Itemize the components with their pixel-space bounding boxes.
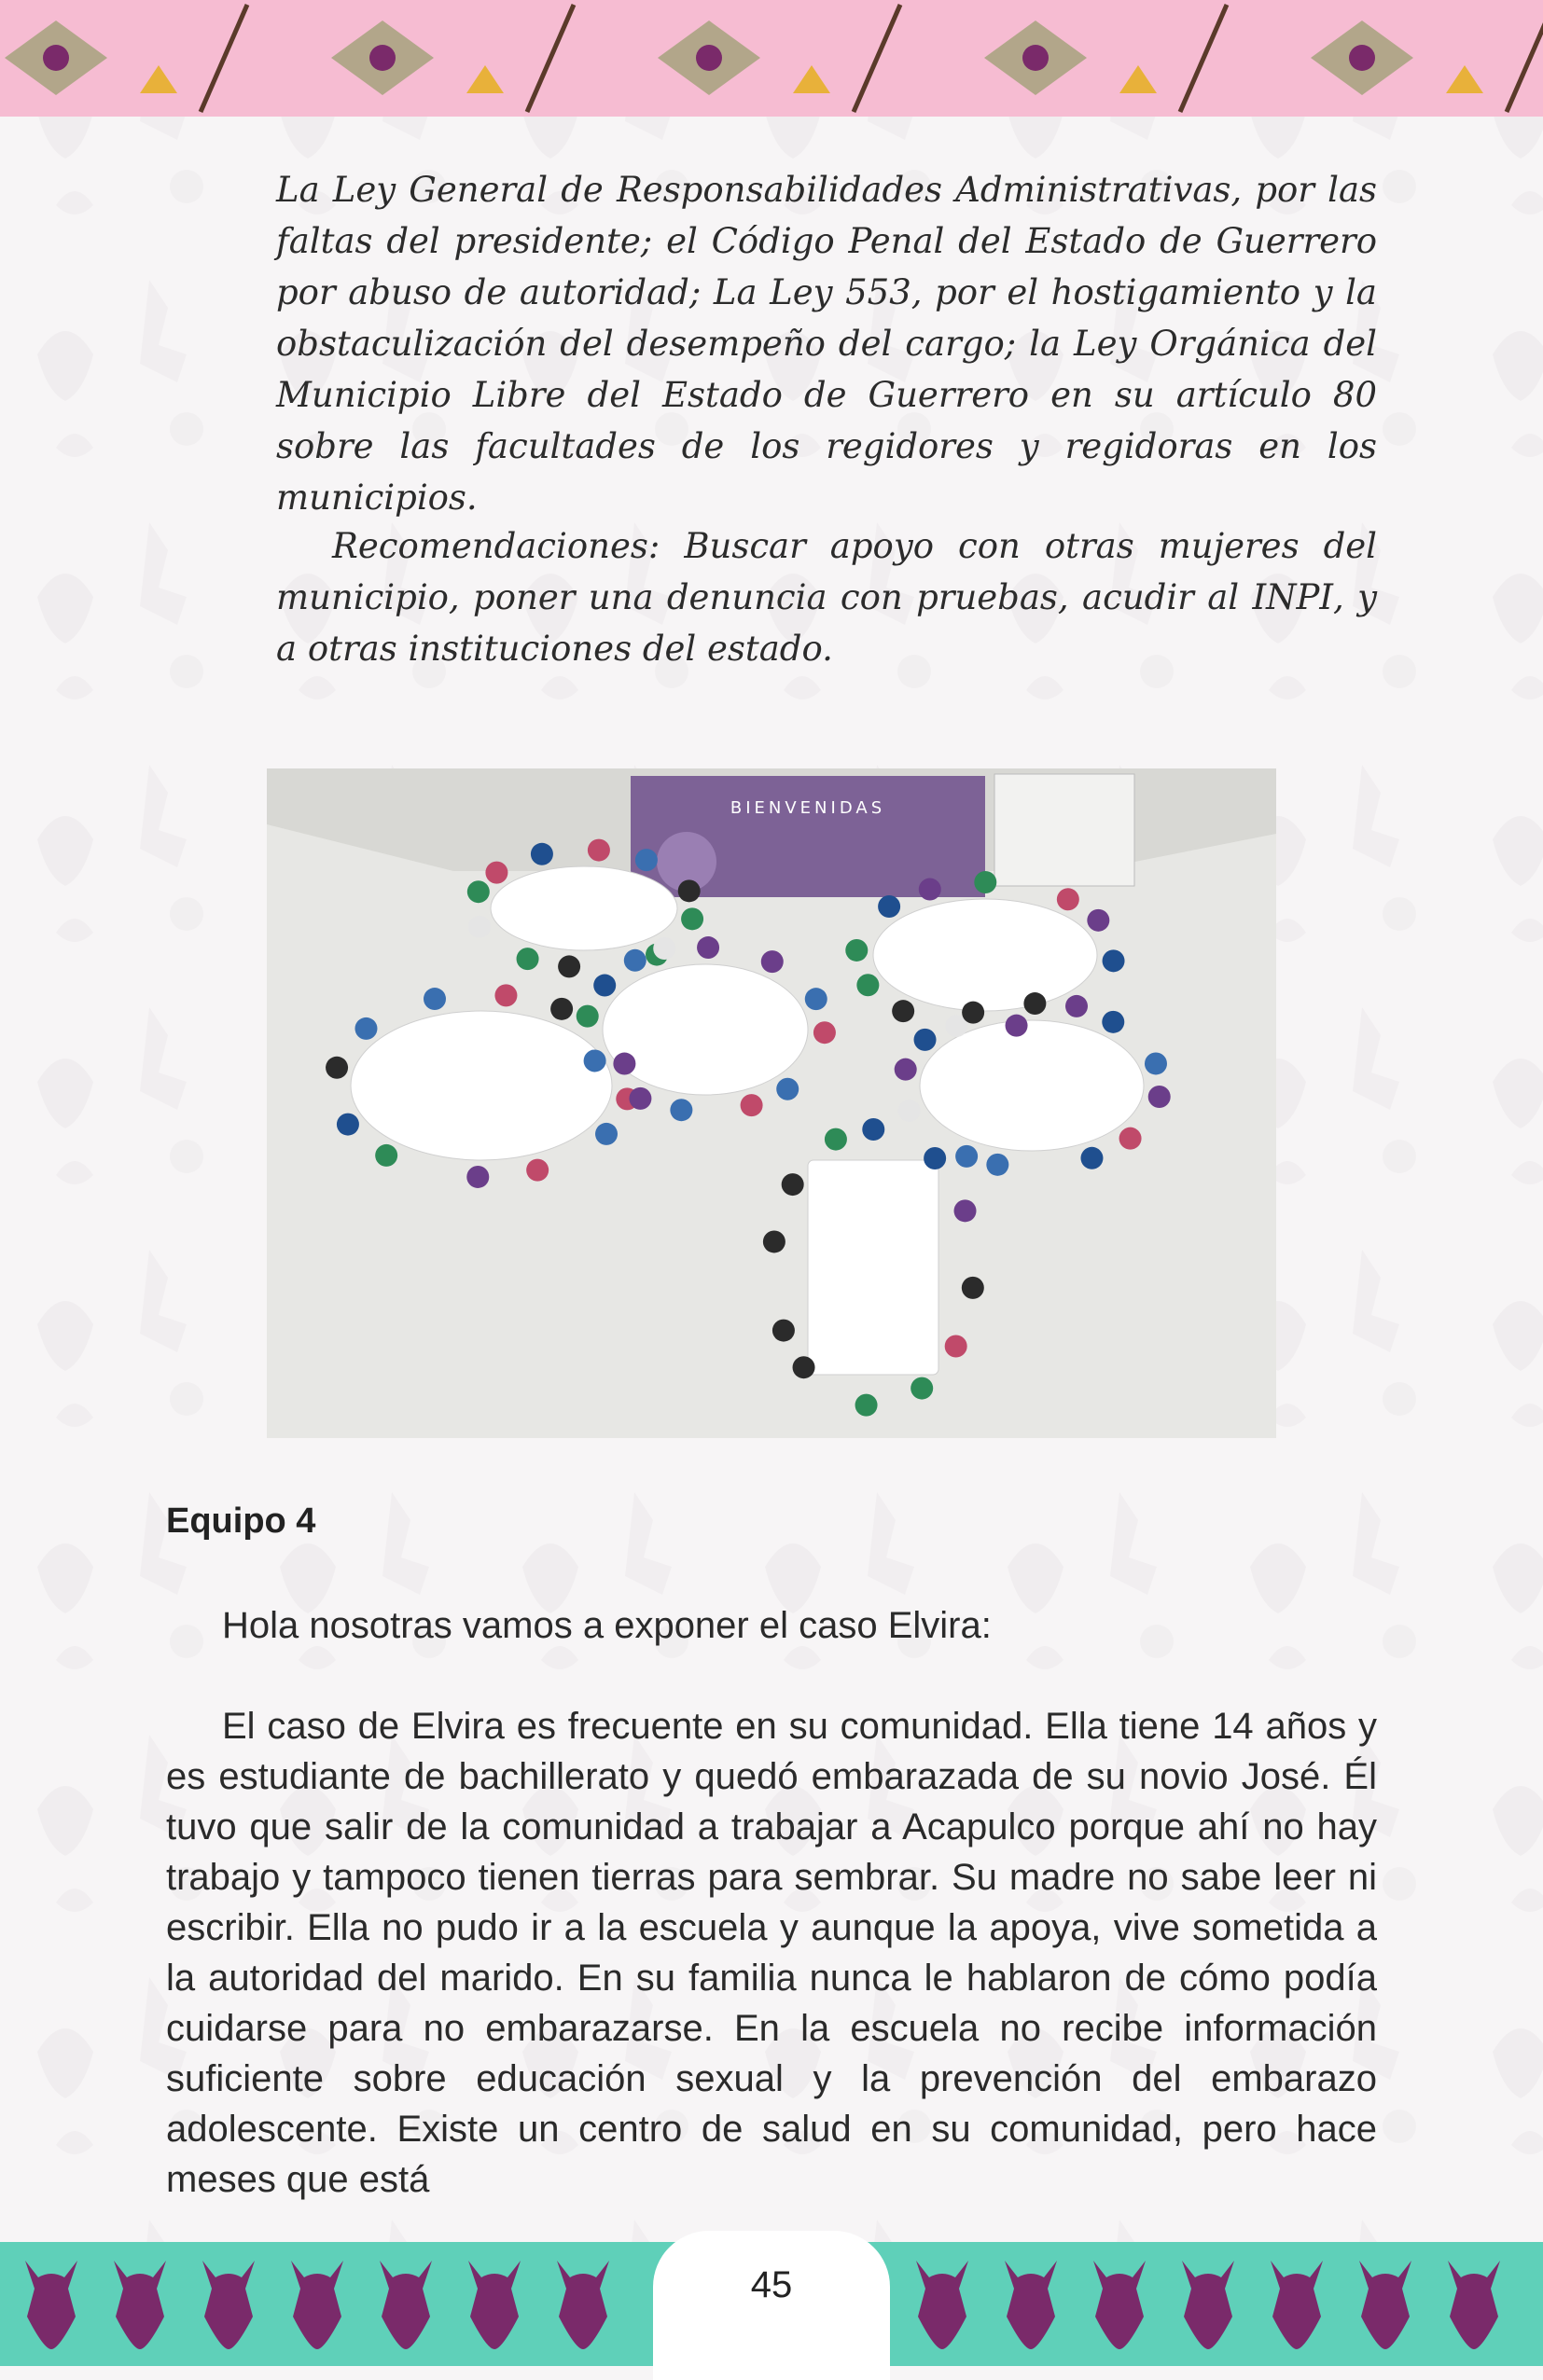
person-figure	[741, 1094, 763, 1116]
person-figure	[974, 871, 996, 893]
person-figure	[635, 849, 658, 871]
triangle-motif	[1119, 65, 1157, 93]
paragraph-text: Hola nosotras vamos a exponer el caso Elvira:	[222, 1605, 992, 1646]
person-figure	[1065, 995, 1088, 1017]
person-figure	[1148, 1086, 1171, 1108]
person-figure	[653, 937, 675, 960]
person-figure	[954, 1199, 977, 1222]
paragraph-text: El caso de Elvira es frecuente en su comunidad. Ella tiene 14 años y es estudiante de bachillerato y quedó embarazada de su novio José. Él tuvo que salir de la comunidad a trabajar a Acapulco porque ahí no hay trabajo y tampoco tienen tierras para sembrar. Su madre no sabe leer ni escribir. Ella no pudo ir a la escuela y aunque la apoya, vive sometida a la autoridad del marido. En su familia nunca le hablaron de cómo podía cuidarse para no embarazarse. En la escuela no recibe información suficiente sobre educación sexual y la prevención del embarazo adolescente. Existe un centro de salud en su comunidad, pero hace meses que está	[166, 1706, 1377, 2200]
person-figure	[845, 939, 868, 962]
person-figure	[558, 955, 580, 977]
person-figure	[892, 1000, 914, 1022]
diamond-motif-center	[1022, 45, 1049, 71]
person-figure	[517, 948, 539, 970]
diamond-motif-center	[43, 45, 69, 71]
person-figure	[763, 1230, 785, 1252]
embroidery-motif-row	[0, 0, 1543, 117]
person-figure	[613, 1053, 635, 1075]
person-figure	[914, 1029, 937, 1051]
mask-motif	[25, 2261, 77, 2349]
mask-motif	[291, 2261, 343, 2349]
person-figure	[955, 1145, 978, 1168]
person-figure	[856, 974, 879, 996]
person-figure	[1080, 1147, 1103, 1169]
person-figure	[588, 839, 610, 862]
person-figure	[577, 1005, 599, 1028]
mask-motif	[1093, 2261, 1146, 2349]
person-figure	[697, 936, 719, 959]
mask-motif	[1271, 2261, 1323, 2349]
person-figure	[550, 998, 573, 1020]
person-figure	[424, 988, 446, 1010]
mask-motif	[916, 2261, 968, 2349]
person-figure	[878, 895, 900, 918]
person-figure	[624, 949, 646, 972]
person-figure	[375, 1144, 397, 1167]
paragraph-text: Recomendaciones: Buscar apoyo con otras mujeres del municipio, poner una denuncia con pruebas, acudir al INPI, y a otras instituciones del estado.	[276, 526, 1377, 669]
mask-motif	[557, 2261, 609, 2349]
diamond-motif-center	[1349, 45, 1375, 71]
person-figure	[629, 1087, 651, 1110]
person-figure	[526, 1159, 549, 1182]
person-figure	[825, 1128, 847, 1151]
person-figure	[1119, 1128, 1142, 1150]
person-figure	[678, 879, 701, 902]
feather-motif	[201, 5, 247, 112]
diamond-motif-center	[369, 45, 396, 71]
person-figure	[593, 975, 616, 997]
person-figure	[761, 950, 784, 973]
person-figure	[337, 1114, 359, 1136]
person-figure	[468, 916, 491, 938]
mask-motif	[380, 2261, 432, 2349]
paragraph-text: La Ley General de Responsabilidades Administrativas, por las faltas del presidente; el Código Penal del Estado de Guerrero por abuso de autoridad; La Ley 553, por el hostigamiento y la obstaculización del desempeño del cargo; la Ley Orgánica del Municipio Libre del Estado de Guerrero en su artículo 80 sobre las facultades de los regidores y regidoras en los municipios.	[276, 170, 1377, 518]
person-figure	[1102, 1011, 1124, 1033]
person-figure	[862, 1118, 884, 1141]
person-figure	[986, 1154, 1008, 1176]
mask-motif	[1448, 2261, 1500, 2349]
italic-paragraph-laws	[276, 164, 1377, 523]
triangle-motif	[466, 65, 504, 93]
person-figure	[485, 862, 507, 884]
person-figure	[1103, 949, 1125, 972]
person-figure	[681, 907, 703, 930]
feather-motif	[854, 5, 900, 112]
person-figure	[782, 1173, 804, 1196]
triangle-motif	[1446, 65, 1483, 93]
mask-motif	[1005, 2261, 1057, 2349]
top-decorative-border	[0, 0, 1543, 117]
person-figure	[895, 1059, 917, 1081]
person-figure	[354, 1017, 377, 1040]
page-number: 45	[750, 2264, 793, 2305]
person-figure	[1057, 888, 1079, 910]
feather-motif	[1180, 5, 1227, 112]
body-paragraph-intro	[166, 1600, 1377, 1651]
person-figure	[772, 1320, 795, 1342]
person-figure	[1145, 1052, 1167, 1074]
person-figure	[670, 1099, 692, 1121]
banner-text: BIENVENIDAS	[730, 798, 886, 818]
triangle-motif	[793, 65, 830, 93]
feather-motif	[527, 5, 574, 112]
workshop-photo	[267, 768, 1276, 1438]
person-figure	[776, 1078, 799, 1100]
person-figure	[855, 1394, 878, 1417]
mask-motif	[202, 2261, 255, 2349]
mask-motif	[114, 2261, 166, 2349]
person-figure	[945, 1335, 967, 1357]
person-figure	[531, 843, 553, 865]
person-figure	[813, 1021, 836, 1044]
italic-paragraph-recommendations	[276, 520, 1377, 674]
person-figure	[962, 1277, 984, 1299]
person-figure	[1006, 1015, 1028, 1037]
section-heading: Equipo 4	[166, 1501, 316, 1541]
feather-motif	[1507, 5, 1543, 112]
person-figure	[584, 1049, 606, 1072]
person-figure	[1023, 992, 1046, 1015]
person-figure	[494, 984, 517, 1006]
mask-motif	[468, 2261, 521, 2349]
person-figure	[467, 880, 490, 903]
person-figure	[793, 1356, 815, 1378]
mask-motif	[1182, 2261, 1234, 2349]
person-figure	[924, 1147, 946, 1169]
triangle-motif	[140, 65, 177, 93]
person-figure	[466, 1166, 489, 1188]
person-figure	[595, 1123, 618, 1145]
person-figure	[962, 1002, 984, 1024]
diamond-motif-center	[696, 45, 722, 71]
person-figure	[1087, 909, 1109, 932]
person-figure	[898, 1100, 921, 1122]
person-figure	[326, 1057, 348, 1079]
person-figure	[919, 879, 941, 901]
mask-motif	[1359, 2261, 1411, 2349]
person-figure	[805, 988, 827, 1010]
body-paragraph-case	[166, 1701, 1377, 2205]
person-figure	[911, 1377, 933, 1400]
